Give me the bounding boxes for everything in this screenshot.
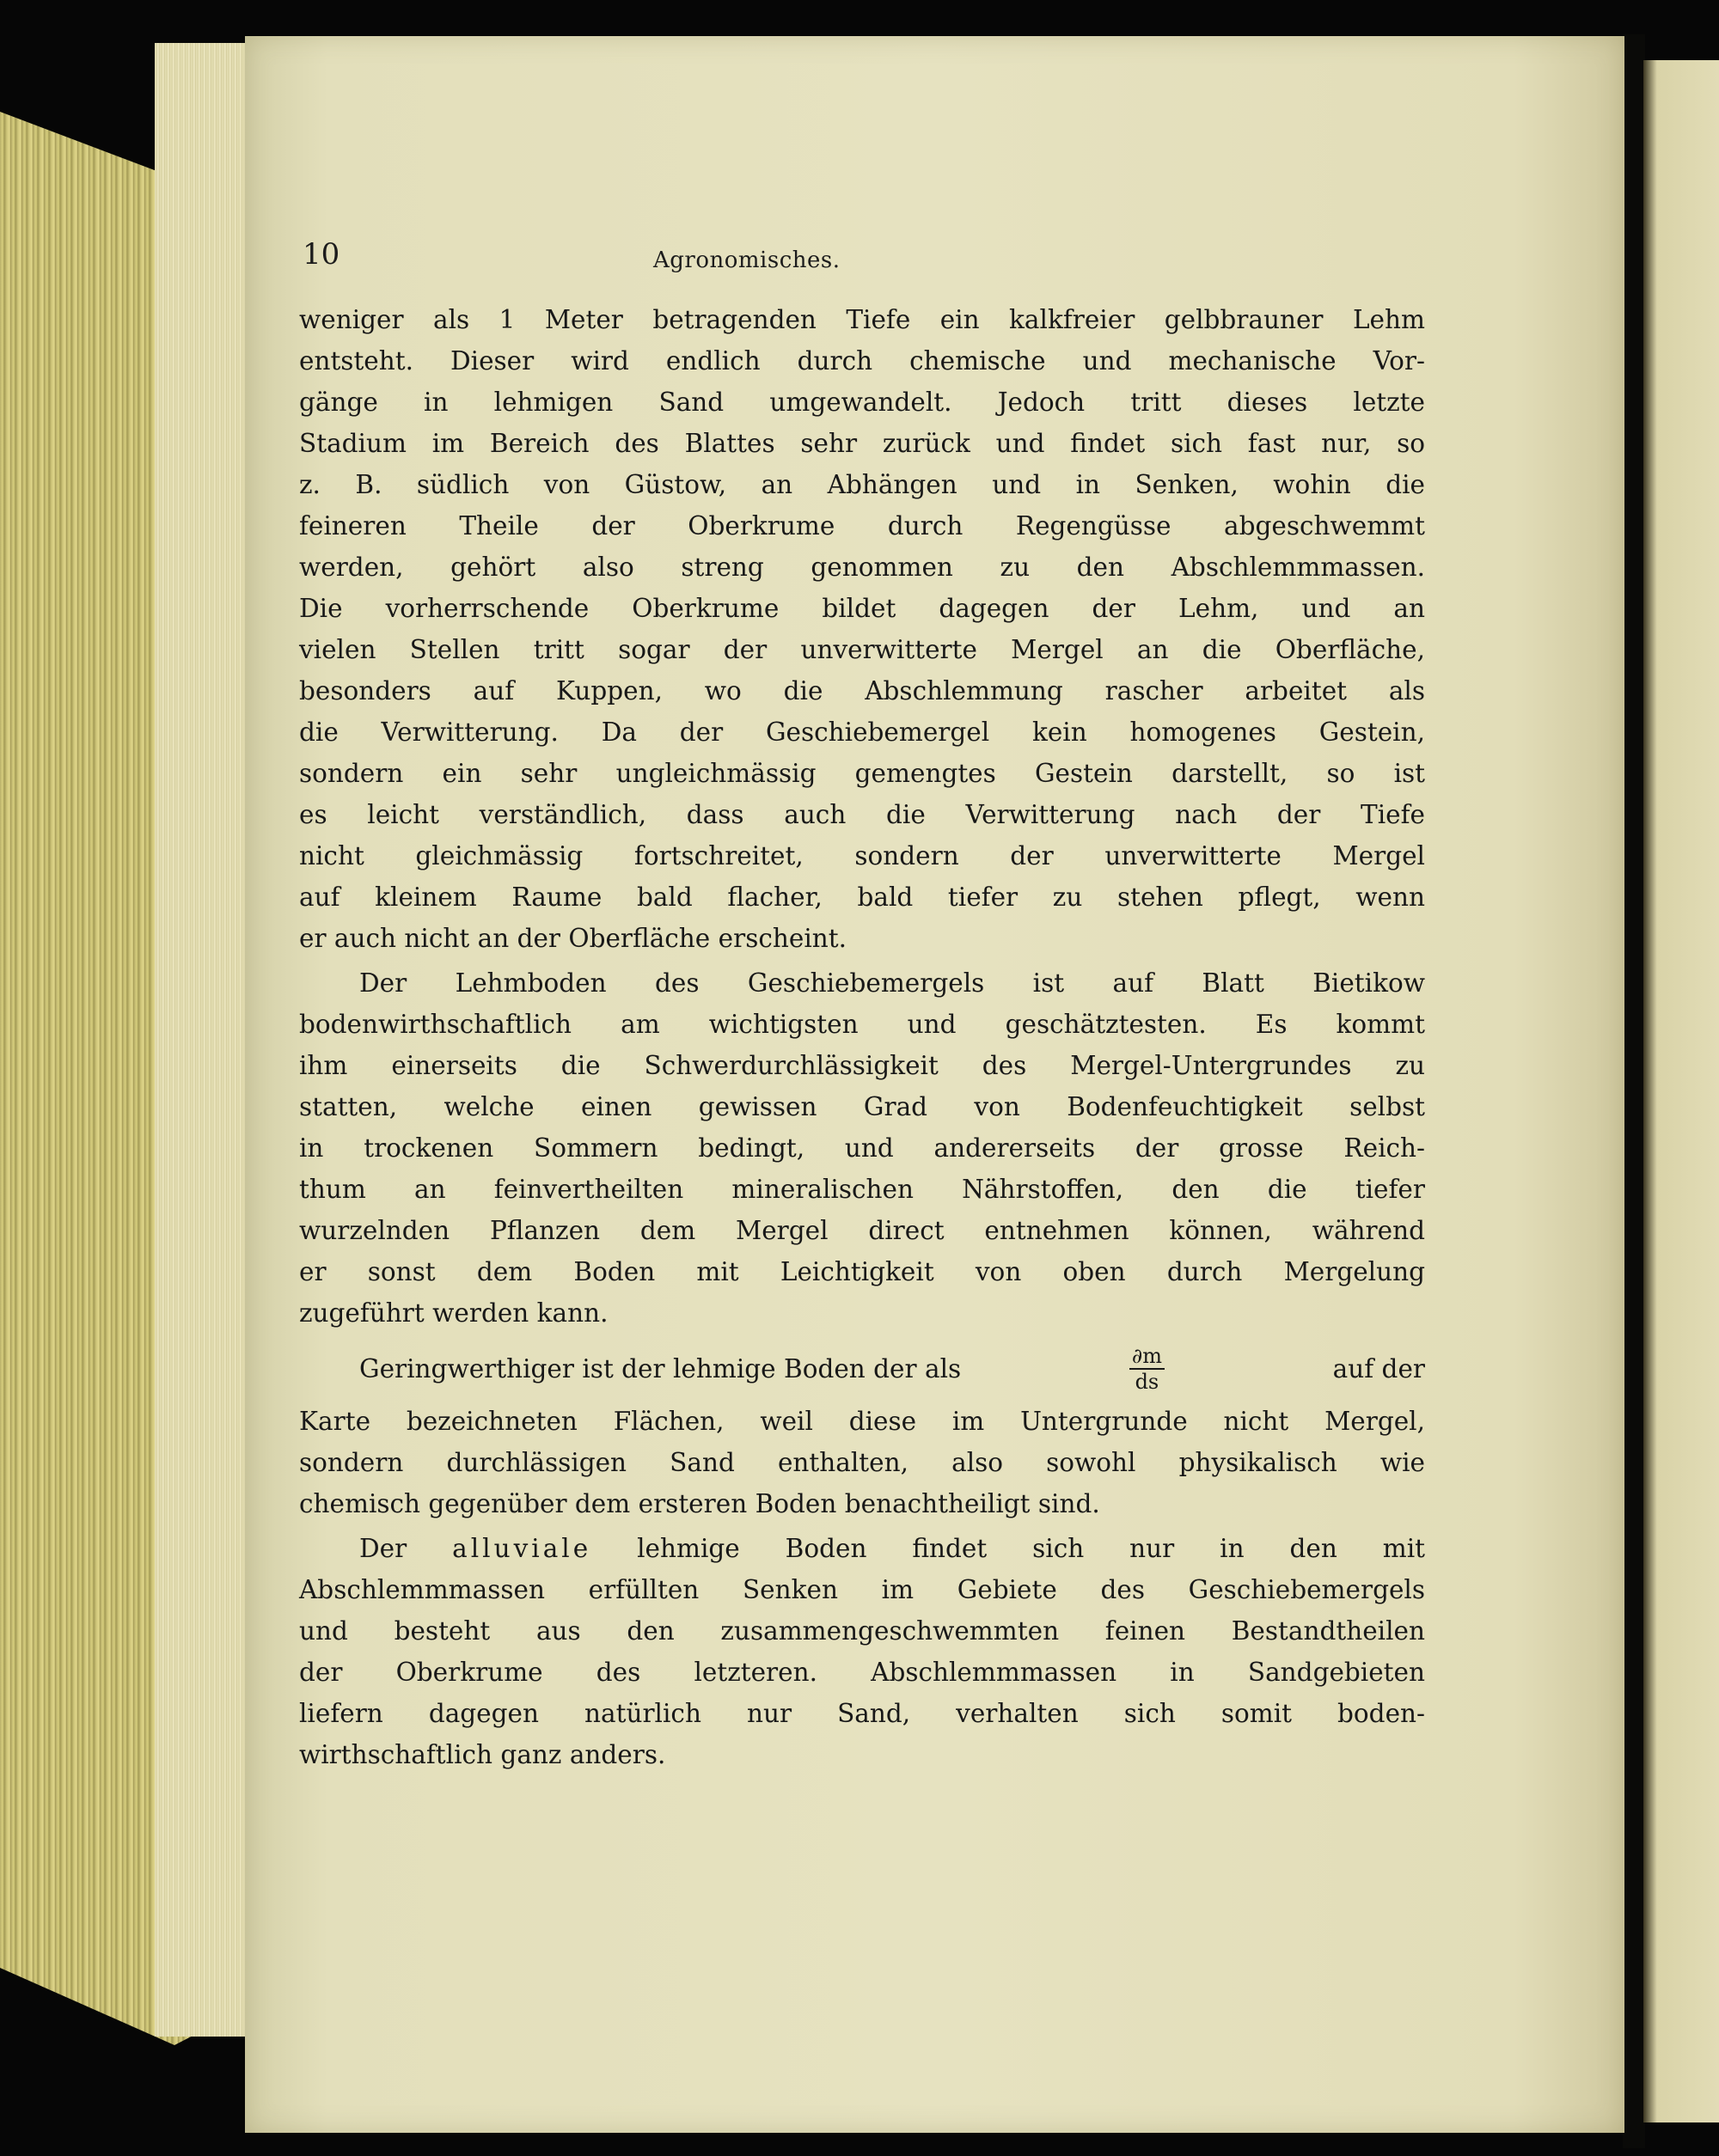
text-line: Der Lehmboden des Geschiebemergels ist auf Blatt Bietikow [359, 968, 1425, 998]
text-line: besonders auf Kuppen, wo die Abschlemmung rascher arbeitet als [299, 676, 1425, 705]
text-line: liefern dagegen natürlich nur Sand, verhalten sich somit boden- [299, 1699, 1425, 1728]
page-number: 10 [303, 237, 340, 272]
text-line: wirthschaftlich ganz anders. [299, 1740, 666, 1769]
text-line: zugeführt werden kann. [299, 1298, 609, 1328]
text-line: die Verwitterung. Da der Geschiebemergel kein homogenes Gestein, [299, 718, 1425, 747]
text-line: chemisch gegenüber dem ersteren Boden benachtheiligt sind. [299, 1489, 1100, 1518]
text-line: sondern durchlässigen Sand enthalten, also sowohl physikalisch wie [299, 1448, 1425, 1477]
text-line: es leicht verständlich, dass auch die Verwitterung nach der Tiefe [299, 800, 1425, 829]
page-edges-inner [155, 43, 249, 2037]
emphasized-word: alluviale [452, 1534, 592, 1563]
fraction-denominator: ds [1135, 1370, 1159, 1394]
text-line: werden, gehört also streng genommen zu den Abschlemmmassen. [299, 553, 1425, 582]
text-line: Die vorherrschende Oberkrume bildet dagegen der Lehm, und an [299, 594, 1425, 623]
text-line: der Oberkrume des letzteren. Abschlemmmassen in Sandgebieten [299, 1658, 1425, 1687]
text-line: Karte bezeichneten Flächen, weil diese im Untergrunde nicht Mergel, [299, 1407, 1425, 1436]
text-line: nicht gleichmässig fortschreitet, sondern der unverwitterte Mergel [299, 841, 1425, 870]
text-line: statten, welche einen gewissen Grad von Bodenfeuchtigkeit selbst [299, 1092, 1425, 1121]
body-text [299, 299, 1425, 1775]
text-line: z. B. südlich von Güstow, an Abhängen und in Senken, wohin die [299, 470, 1425, 499]
text-line: auf kleinem Raume bald flacher, bald tiefer zu stehen pflegt, wenn [299, 883, 1425, 912]
text-line-with-fraction [299, 1337, 1425, 1401]
text-line: vielen Stellen tritt sogar der unverwitterte Mergel an die Oberfläche, [299, 635, 1425, 664]
text-line: bodenwirthschaftlich am wichtigsten und geschätztesten. Es kommt [299, 1010, 1425, 1039]
text-line: sondern ein sehr ungleichmässig gemengtes Gestein darstellt, so ist [299, 759, 1425, 788]
paragraph-4 [299, 1528, 1425, 1775]
text-line: feineren Theile der Oberkrume durch Regengüsse abgeschwemmt [299, 511, 1425, 541]
text-segment: auf der [1332, 1354, 1425, 1383]
text-segment: lehmige Boden findet sich nur in den mit [637, 1534, 1425, 1563]
text-line: wurzelnden Pflanzen dem Mergel direct entnehmen können, während [299, 1216, 1425, 1245]
text-line: entsteht. Dieser wird endlich durch chemische und mechanische Vor- [299, 346, 1425, 376]
book-gutter [1623, 34, 1645, 2148]
paragraph-3 [299, 1337, 1425, 1524]
text-line: Abschlemmmassen erfüllten Senken im Gebiete des Geschiebemergels [299, 1575, 1425, 1604]
fraction-numerator: ∂m [1129, 1344, 1165, 1370]
paragraph-2 [299, 962, 1425, 1334]
text-line: und besteht aus den zusammengeschwemmten feinen Bestandtheilen [299, 1616, 1425, 1646]
text-line: in trockenen Sommern bedingt, und andererseits der grosse Reich- [299, 1133, 1425, 1163]
running-head: Agronomisches. [653, 247, 841, 273]
text-line: er sonst dem Boden mit Leichtigkeit von oben durch Mergelung [299, 1257, 1425, 1286]
text-line: ihm einerseits die Schwerdurchlässigkeit des Mergel-Untergrundes zu [299, 1051, 1425, 1080]
next-page-edge [1643, 60, 1719, 2122]
text-line: weniger als 1 Meter betragenden Tiefe ein kalkfreier gelbbrauner Lehm [299, 305, 1425, 334]
text-line: er auch nicht an der Oberfläche erscheint. [299, 924, 847, 953]
map-symbol-fraction [1129, 1344, 1165, 1394]
text-segment: Geringwerthiger ist der lehmige Boden der als [359, 1354, 962, 1383]
text-line: Stadium im Bereich des Blattes sehr zurück und findet sich fast nur, so [299, 429, 1425, 458]
text-line: gänge in lehmigen Sand umgewandelt. Jedoch tritt dieses letzte [299, 388, 1425, 417]
paragraph-1 [299, 299, 1425, 959]
text-line [299, 1528, 1425, 1569]
text-segment: Der [359, 1534, 407, 1563]
text-line: thum an feinvertheilten mineralischen Nährstoffen, den die tiefer [299, 1175, 1425, 1204]
